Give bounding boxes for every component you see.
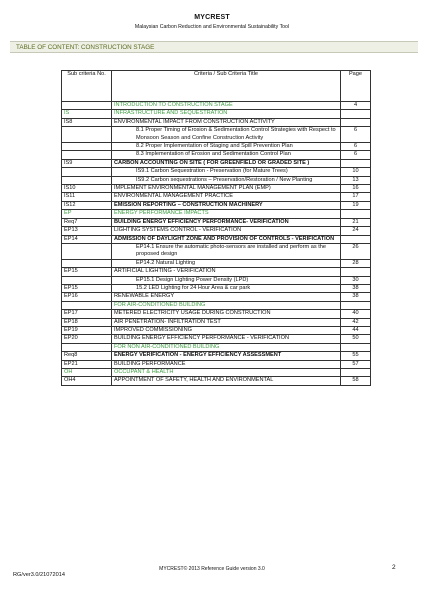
page-number: 2 [392, 564, 396, 571]
section-bar [10, 41, 418, 53]
row-page: 6 [341, 151, 371, 159]
table-row [62, 127, 371, 143]
row-title: FOR AIR-CONDITIONED BUILDING [112, 301, 341, 309]
row-page: 26 [341, 243, 371, 259]
row-title: 8.3 Implementation of Erosion and Sedimentation Control Plan [112, 151, 341, 159]
table-row [62, 210, 371, 218]
row-page: 10 [341, 168, 371, 176]
row-page [341, 159, 371, 167]
row-title: ENERGY PERFORMANCE IMPACTS [112, 210, 341, 218]
table-row [62, 343, 371, 351]
table-row [62, 118, 371, 126]
row-title: FOR NON AIR-CONDITIONED BUILDING [112, 343, 341, 351]
table-row [62, 352, 371, 360]
row-title: RENEWABLE ENERGY [112, 293, 341, 301]
row-title: EP14.1 Ensure the automatic photo-sensors are installed and perform as the proposed design [112, 243, 341, 259]
row-title: IS9.2 Carbon sequestrations – Preservation/Restoration / New Planting [112, 176, 341, 184]
table-row [62, 218, 371, 226]
table-row [62, 377, 371, 385]
row-page: 50 [341, 335, 371, 343]
row-number [62, 143, 112, 151]
row-page: 57 [341, 360, 371, 368]
row-title: BUILDING ENERGY EFFICIENCY PERFORMANCE- VERIFICATION [112, 218, 341, 226]
toc-table [61, 70, 371, 386]
table-row [62, 318, 371, 326]
row-title: METERED ELECTRICITY USAGE DURING CONSTRUCTION [112, 310, 341, 318]
row-page: 58 [341, 377, 371, 385]
row-title: CARBON ACCOUNTING ON SITE ( FOR GREENFIELD OR GRADED SITE ) [112, 159, 341, 167]
row-page [341, 235, 371, 243]
row-page: 28 [341, 259, 371, 267]
row-number: EP15 [62, 268, 112, 276]
row-number: EP18 [62, 318, 112, 326]
row-number: EP19 [62, 326, 112, 334]
table-row [62, 143, 371, 151]
table-row [62, 185, 371, 193]
table-row [62, 110, 371, 118]
row-number [62, 259, 112, 267]
table-row [62, 259, 371, 267]
row-number [62, 243, 112, 259]
row-title: 8.2 Proper Implementation of Staging and Spill Prevention Plan [112, 143, 341, 151]
table-row [62, 243, 371, 259]
row-page [341, 110, 371, 118]
row-page: 6 [341, 127, 371, 143]
row-title: IS9.1 Carbon Sequestration - Preservation (for Mature Trees) [112, 168, 341, 176]
row-page: 40 [341, 310, 371, 318]
row-title: OCCUPANT & HEALTH [112, 369, 341, 377]
col-header-page: Page [341, 71, 371, 102]
row-page: 55 [341, 352, 371, 360]
table-row [62, 293, 371, 301]
row-number [62, 343, 112, 351]
row-title: ENVIRONMENTAL MANAGEMENT PRACTICE [112, 193, 341, 201]
row-title: 8.1 Proper Timing of Erosion & Sedimentation Control Strategies with Respect to Monsoon Season and Confine Construction Activity [112, 127, 341, 143]
table-row [62, 335, 371, 343]
row-page: 17 [341, 193, 371, 201]
row-page [341, 210, 371, 218]
row-page: 19 [341, 201, 371, 209]
row-title: ADMISSION OF DAYLIGHT ZONE AND PROVISION OF CONTROLS - VERIFICATION [112, 235, 341, 243]
footer-doc-ref: RG/ver3.0/21072014 [13, 572, 65, 578]
row-title: INFRASTRUCTURE AND SEQUESTRATION [112, 110, 341, 118]
row-number: IS8 [62, 118, 112, 126]
table-row [62, 193, 371, 201]
row-page: 24 [341, 227, 371, 235]
row-number [62, 151, 112, 159]
row-page: 30 [341, 276, 371, 284]
row-page: 38 [341, 293, 371, 301]
row-title: BUILDING ENERGY EFFICIENCY PERFORMANCE - VERIFICATION [112, 335, 341, 343]
table-row [62, 360, 371, 368]
row-number: IS12 [62, 201, 112, 209]
col-header-title: Criteria / Sub Criteria Title [112, 71, 341, 102]
row-title: INTRODUCTION TO CONSTRUCTION STAGE [112, 102, 341, 110]
row-number: IS9 [62, 159, 112, 167]
section-title: TABLE OF CONTENT: CONSTRUCTION STAGE [16, 43, 155, 51]
row-number: EP20 [62, 335, 112, 343]
row-number [62, 102, 112, 110]
row-title: IMPLEMENT ENVIRONMENTAL MANAGEMENT PLAN (EMP) [112, 185, 341, 193]
row-page [341, 301, 371, 309]
row-page [341, 268, 371, 276]
row-title: ENERGY VERIFICATION - ENERGY EFFICIENCY ASSESSMENT [112, 352, 341, 360]
row-number: OH4 [62, 377, 112, 385]
row-number: EP21 [62, 360, 112, 368]
row-page: 42 [341, 318, 371, 326]
table-row [62, 284, 371, 292]
row-page: 4 [341, 102, 371, 110]
table-row [62, 227, 371, 235]
table-row [62, 369, 371, 377]
row-number: IS11 [62, 193, 112, 201]
row-number [62, 301, 112, 309]
table-row [62, 276, 371, 284]
table-row [62, 235, 371, 243]
row-number [62, 168, 112, 176]
row-title: EMISSION REPORTING – CONSTRUCTION MACHINERY [112, 201, 341, 209]
row-number: EP16 [62, 293, 112, 301]
col-header-sub-criteria: Sub criteria No. [62, 71, 112, 102]
row-number [62, 127, 112, 143]
row-number: EP13 [62, 227, 112, 235]
table-row [62, 159, 371, 167]
row-title: ENVIRONMENTAL IMPACT FROM CONSTRUCTION ACTIVITY [112, 118, 341, 126]
table-row [62, 168, 371, 176]
row-title: APPOINTMENT OF SAFETY, HEALTH AND ENVIRONMENTAL [112, 377, 341, 385]
document-title: MYCREST [194, 14, 230, 21]
row-title: AIR PENETRATION- INFILTRATION TEST [112, 318, 341, 326]
row-page: 16 [341, 185, 371, 193]
table-row [62, 176, 371, 184]
row-number [62, 176, 112, 184]
row-page [341, 343, 371, 351]
row-page: 13 [341, 176, 371, 184]
row-title: BUILDING PERFORMANCE [112, 360, 341, 368]
row-number: OH [62, 369, 112, 377]
row-number: IS10 [62, 185, 112, 193]
row-title: 15.2 LED Lighting for 24 Hour Area & car park [112, 284, 341, 292]
footer-center-text: MYCREST© 2013 Reference Guide version 3.0 [159, 566, 265, 572]
row-page [341, 118, 371, 126]
row-number: Req8 [62, 352, 112, 360]
table-row [62, 102, 371, 110]
row-number: EP [62, 210, 112, 218]
row-page [341, 369, 371, 377]
table-row [62, 201, 371, 209]
table-row [62, 301, 371, 309]
table-row [62, 268, 371, 276]
row-title: EP14.2 Natural Lighting [112, 259, 341, 267]
table-row [62, 326, 371, 334]
row-number: EP17 [62, 310, 112, 318]
toc-header-row [62, 71, 371, 102]
row-page: 21 [341, 218, 371, 226]
row-number: Req7 [62, 218, 112, 226]
row-number: EP14 [62, 235, 112, 243]
row-number: IS [62, 110, 112, 118]
row-page: 6 [341, 143, 371, 151]
row-title: ARTIFICIAL LIGHTING - VERIFICATION [112, 268, 341, 276]
row-title: IMPROVED COMMISSIONING [112, 326, 341, 334]
row-page: 44 [341, 326, 371, 334]
row-title: EP15.1 Design Lighting Power Density (LPD) [112, 276, 341, 284]
row-number: EP15 [62, 284, 112, 292]
table-row [62, 151, 371, 159]
row-number [62, 276, 112, 284]
row-title: LIGHTING SYSTEMS CONTROL - VERIFICATION [112, 227, 341, 235]
row-page: 38 [341, 284, 371, 292]
document-subtitle: Malaysian Carbon Reduction and Environmental Sustainability Tool [134, 24, 290, 30]
table-row [62, 310, 371, 318]
